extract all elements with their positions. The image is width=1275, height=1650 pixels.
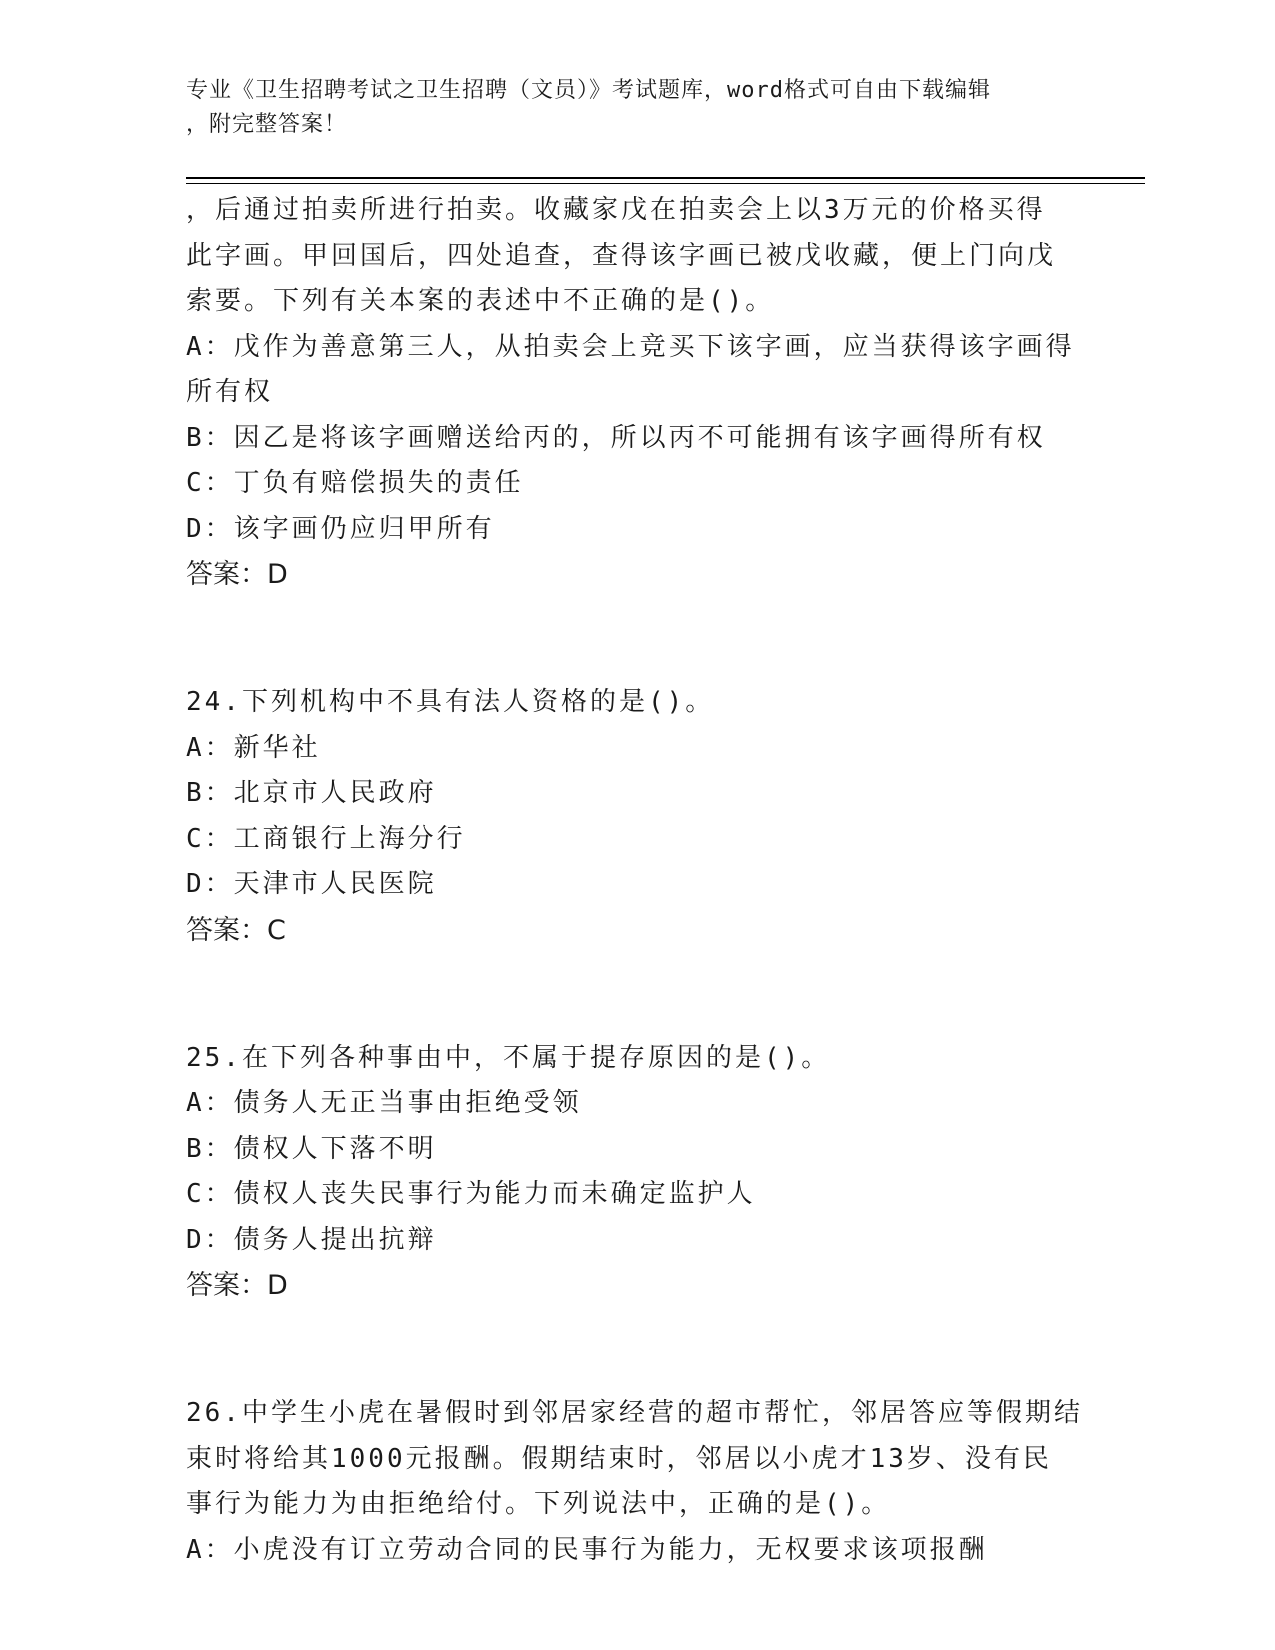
question-list [186,188,1086,1573]
option-c: C：丁负有赔偿损失的责任 [186,468,524,498]
header-title-line-1: 专业《卫生招聘考试之卫生招聘（文员）》考试题库，word格式可自由下载编辑 [186,78,991,103]
option-a-continued: 所有权 [186,377,274,407]
option-c: C：工商银行上海分行 [186,823,466,854]
option-a: A：债务人无正当事由拒绝受领 [186,1088,582,1118]
question-stem-line: 事行为能力为由拒绝给付。下列说法中，正确的是()。 [186,1489,891,1519]
option-a: A：新华社 [186,732,321,763]
header-divider-thin [186,183,1145,184]
spacer [186,999,1086,1036]
spacer [186,643,1086,680]
question-24 [186,680,1086,953]
option-d: D：该字画仍应归甲所有 [186,513,495,544]
option-d: D：债务人提出抗辩 [186,1224,437,1255]
document-header [186,74,1086,142]
answer: 答案：C [186,914,286,946]
spacer [186,953,1086,999]
spacer [186,1354,1086,1391]
header-title-line-2: ，附完整答案！ [186,112,348,137]
option-c: C：债权人丧失民事行为能力而未确定监护人 [186,1179,756,1209]
question-stem-line: 26.中学生小虎在暑假时到邻居家经营的超市帮忙，邻居答应等假期结 [186,1398,1083,1428]
question-text-line: 此字画。甲回国后，四处追查，查得该字画已被戊收藏，便上门向戊 [186,240,1057,271]
question-text-line: ，后通过拍卖所进行拍卖。收藏家戊在拍卖会上以3万元的价格买得 [186,195,1046,225]
spacer [186,598,1086,644]
question-stem-line: 束时将给其1000元报酬。假期结束时，邻居以小虎才13岁、没有民 [186,1443,1052,1474]
spacer [186,1309,1086,1355]
option-d: D：天津市人民医院 [186,869,437,899]
option-b: B：债权人下落不明 [186,1133,437,1164]
question-26 [186,1391,1086,1573]
question-stem: 25.在下列各种事由中，不属于提存原因的是()。 [186,1042,831,1073]
answer: 答案：D [186,559,288,590]
question-text-line: 索要。下列有关本案的表述中不正确的是()。 [186,286,775,316]
option-a: A：戊作为善意第三人，从拍卖会上竞买下该字画，应当获得该字画得 [186,331,1075,362]
option-a: A：小虎没有订立劳动合同的民事行为能力，无权要求该项报酬 [186,1534,988,1565]
question-25 [186,1036,1086,1309]
option-b: B：因乙是将该字画赠送给丙的，所以丙不可能拥有该字画得所有权 [186,422,1046,453]
answer: 答案：D [186,1270,288,1301]
question-stem: 24.下列机构中不具有法人资格的是()。 [186,687,715,717]
header-divider-thick [186,177,1145,179]
question-23 [186,188,1086,598]
option-b: B：北京市人民政府 [186,778,437,808]
